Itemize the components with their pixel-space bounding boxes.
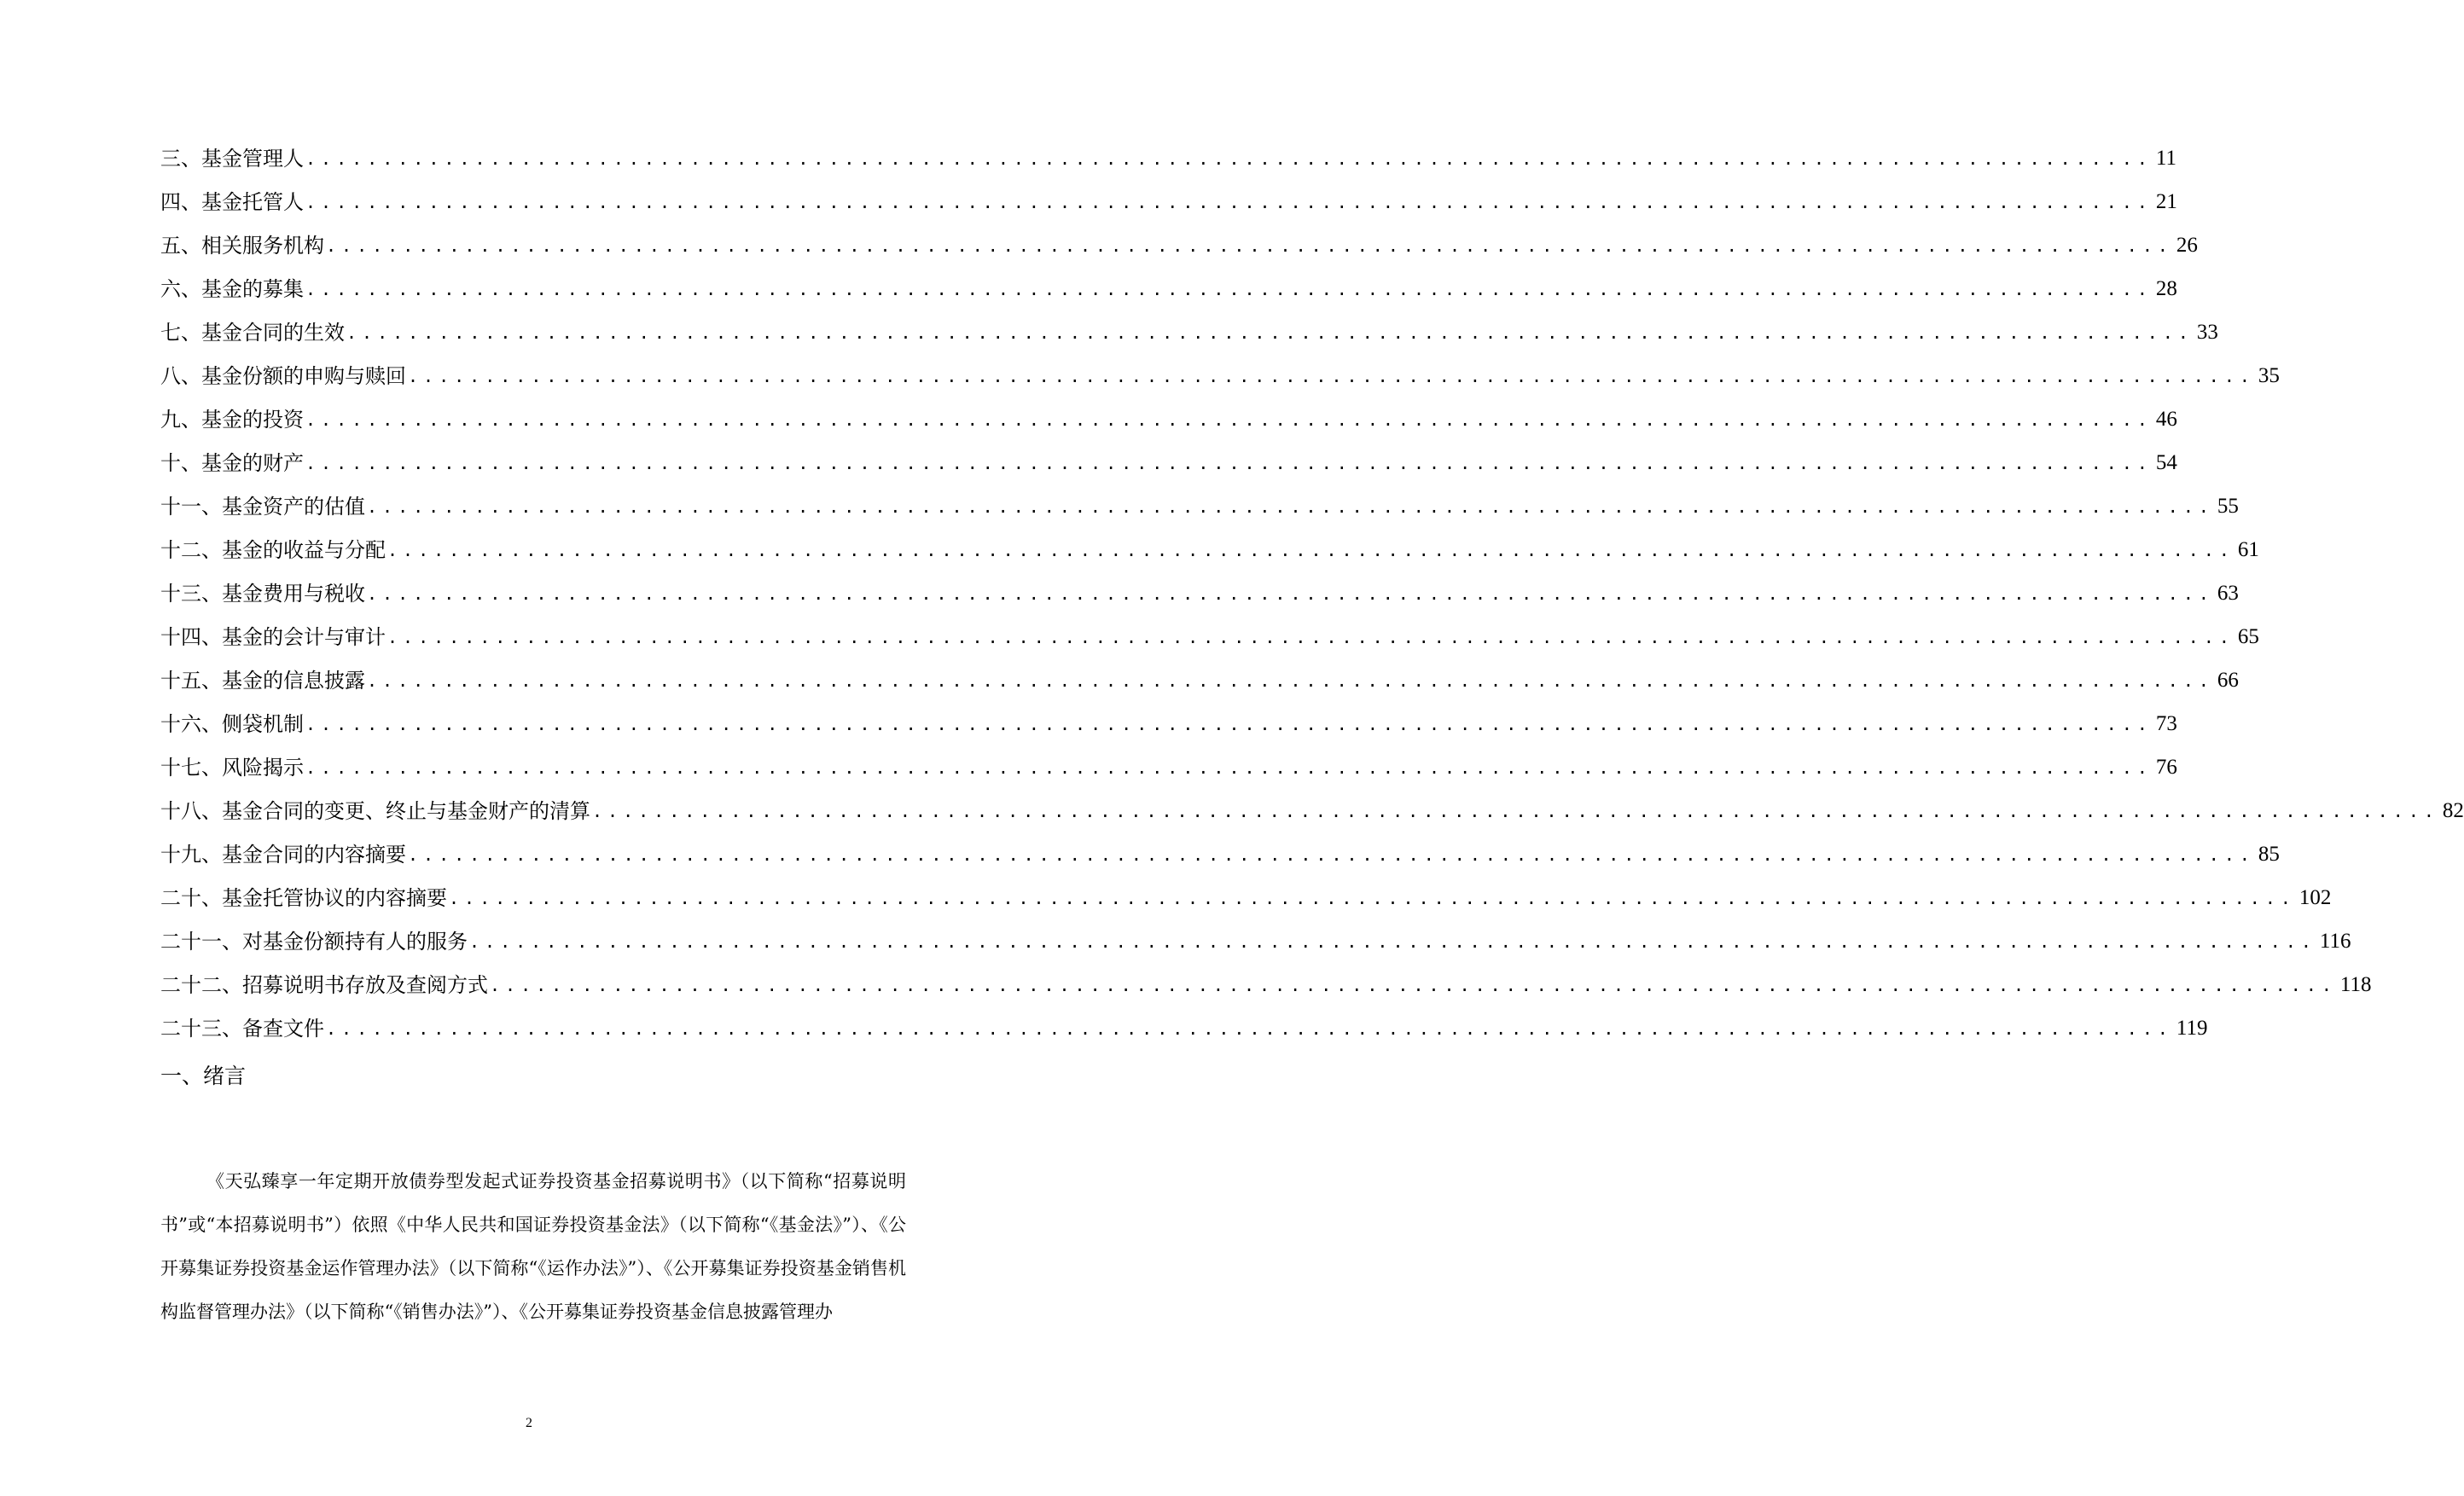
toc-entry-title: 八、基金份额的申购与赎回 (160, 364, 406, 388)
toc-entry-page: 26 (2176, 234, 2198, 257)
toc-entry[interactable] (160, 954, 2372, 998)
toc-entry-title: 七、基金合同的生效 (160, 321, 345, 345)
toc-entry-title: 十八、基金合同的变更、终止与基金财产的清算 (160, 799, 590, 823)
toc-entry-page: 73 (2155, 712, 2177, 735)
toc-dot-leader: ........................................................................................................................ (326, 1018, 2173, 1039)
toc-entry[interactable] (160, 824, 2280, 867)
toc-entry-page: 85 (2258, 843, 2280, 866)
toc-entry-page: 82 (2442, 799, 2464, 822)
toc-entry-title: 十二、基金的收益与分配 (160, 538, 386, 562)
toc-entry-title: 六、基金的募集 (160, 277, 304, 301)
toc-dot-leader: ........................................................................................................................ (449, 888, 2296, 908)
toc-dot-leader: ........................................................................................................................ (408, 844, 2255, 865)
toc-dot-leader: ........................................................................................................................ (367, 670, 2214, 691)
toc-dot-leader: ........................................................................................................................ (387, 540, 2234, 560)
toc-dot-leader: ........................................................................................................................ (367, 583, 2214, 604)
toc-entry-page: 118 (2339, 973, 2372, 996)
toc-entry-page: 119 (2176, 1017, 2208, 1040)
toc-entry[interactable] (160, 867, 2332, 911)
toc-entry-page: 61 (2237, 538, 2259, 561)
toc-entry-title: 十九、基金合同的内容摘要 (160, 843, 406, 867)
intro-paragraph: 《天弘臻享一年定期开放债券型发起式证券投资基金招募说明书》（以下简称“招募说明书”或“本招募说明书”）依照《中华人民共和国证券投资基金法》（以下简称“《基金法》”）、《公开募集证券投资基金运作管理办法》（以下简称“《运作办法》”）、《公开募集证券投资基金销售机构监督管理办法》（以下简称“《销售办法》”）、《公开募集证券投资基金信息披露管理办 (160, 1171, 906, 1322)
toc-entry[interactable] (160, 215, 2198, 258)
toc-dot-leader: ........................................................................................................................ (387, 627, 2234, 647)
toc-entry-page: 102 (2298, 886, 2332, 909)
toc-entry-page: 54 (2155, 451, 2177, 474)
toc-entry[interactable] (160, 519, 2259, 563)
toc-entry[interactable] (160, 650, 2239, 693)
toc-entry-page: 28 (2155, 277, 2177, 300)
toc-entry-title: 二十、基金托管协议的内容摘要 (160, 886, 447, 910)
toc-entry-title: 九、基金的投资 (160, 408, 304, 432)
toc-entry-page: 46 (2155, 408, 2177, 431)
toc-dot-leader: ........................................................................................................................ (592, 801, 2439, 821)
toc-entry[interactable] (160, 258, 2177, 302)
toc-entry-title: 十一、基金资产的估值 (160, 495, 365, 519)
toc-entry-title: 十三、基金费用与税收 (160, 582, 365, 606)
section-heading: 一、绪言 (160, 1064, 247, 1088)
toc-entry-title: 十七、风险揭示 (160, 756, 304, 780)
toc-dot-leader: ........................................................................................................................ (408, 366, 2255, 386)
toc-entry-page: 76 (2155, 756, 2177, 779)
toc-entry-page: 11 (2155, 147, 2176, 170)
toc-entry[interactable] (160, 998, 2208, 1041)
toc-entry[interactable] (160, 563, 2239, 606)
toc-dot-leader: ........................................................................................................................ (305, 714, 2153, 734)
toc-entry[interactable] (160, 345, 2280, 389)
toc-entry-title: 二十三、备查文件 (160, 1017, 324, 1041)
toc-dot-leader: ........................................................................................................................ (490, 975, 2337, 995)
toc-entry-page: 63 (2217, 582, 2239, 605)
toc-entry[interactable] (160, 171, 2177, 215)
toc-entry-title: 四、基金托管人 (160, 190, 304, 214)
toc-entry-title: 五、相关服务机构 (160, 234, 324, 258)
toc-entry-title: 二十二、招募说明书存放及查阅方式 (160, 973, 488, 997)
toc-entry-page: 116 (2319, 930, 2351, 953)
toc-entry[interactable] (160, 693, 2177, 737)
toc-dot-leader: ........................................................................................................................ (326, 235, 2173, 256)
toc-entry[interactable] (160, 476, 2239, 519)
toc-entry-page: 21 (2155, 190, 2177, 213)
toc-entry-page: 55 (2217, 495, 2239, 518)
toc-entry-title: 十六、侧袋机制 (160, 712, 304, 736)
toc-entry[interactable] (160, 389, 2177, 432)
toc-entry[interactable] (160, 737, 2177, 780)
toc-entry[interactable] (160, 432, 2177, 476)
toc-entry-page: 66 (2217, 669, 2239, 692)
toc-dot-leader: ........................................................................................................................ (367, 496, 2214, 517)
toc-entry-title: 十四、基金的会计与审计 (160, 625, 386, 649)
toc-entry[interactable] (160, 302, 2218, 345)
toc-entry[interactable] (160, 606, 2259, 650)
toc-dot-leader: ........................................................................................................................ (469, 931, 2316, 952)
toc-entry[interactable] (160, 128, 2176, 171)
toc-dot-leader: ........................................................................................................................ (346, 322, 2194, 343)
toc-entry-title: 十、基金的财产 (160, 451, 304, 475)
toc-dot-leader: ........................................................................................................................ (305, 453, 2153, 473)
toc-entry-page: 33 (2196, 321, 2218, 344)
toc-entry-title: 十五、基金的信息披露 (160, 669, 365, 693)
toc-entry-title: 三、基金管理人 (160, 147, 304, 171)
toc-dot-leader: ........................................................................................................................ (305, 148, 2153, 169)
page-number: 2 (526, 1416, 532, 1430)
toc-dot-leader: ........................................................................................................................ (305, 757, 2153, 778)
toc-dot-leader: ........................................................................................................................ (305, 279, 2153, 299)
toc-entry-page: 35 (2258, 364, 2280, 387)
toc-dot-leader: ........................................................................................................................ (305, 192, 2153, 212)
toc-entry-page: 65 (2237, 625, 2259, 648)
toc-entry[interactable] (160, 780, 2464, 824)
toc-dot-leader: ........................................................................................................................ (305, 409, 2153, 430)
toc-entry-title: 二十一、对基金份额持有人的服务 (160, 930, 468, 954)
toc-entry[interactable] (160, 911, 2351, 954)
table-of-contents (160, 128, 2464, 1041)
